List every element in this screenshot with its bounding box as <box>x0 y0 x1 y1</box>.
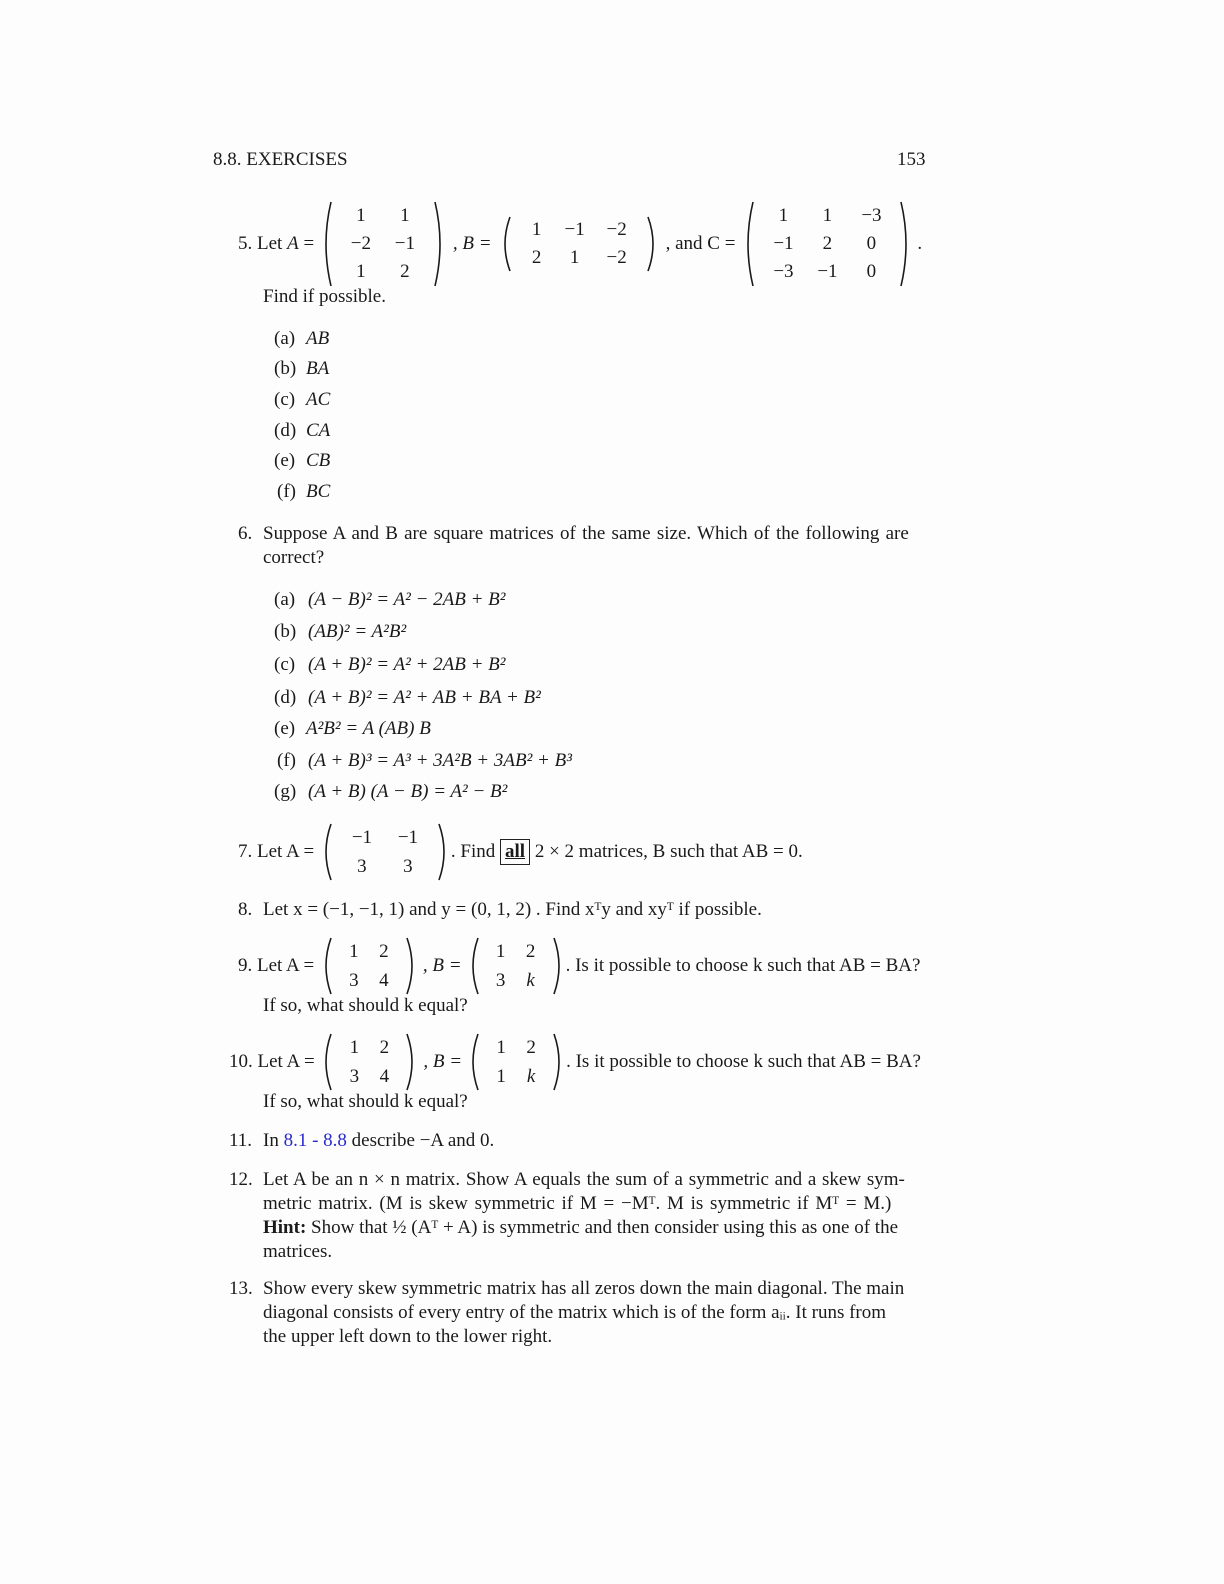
item-expr: (A + B)³ = A³ + 3A²B + 3AB² + B³ <box>308 750 572 771</box>
matrix-entry: 1 <box>531 219 542 240</box>
section-header: 8.8. EXERCISES <box>213 149 348 170</box>
matrix-entry: 3 <box>349 969 359 991</box>
matrix-entry: −1 <box>564 219 585 240</box>
matrix-entry: 1 <box>349 940 359 962</box>
ref-dash: - <box>312 1130 319 1151</box>
exercise-5 <box>238 200 922 288</box>
matrix-entry: 1 <box>496 1036 506 1058</box>
equals-sign: = <box>303 233 315 254</box>
and-c-label: , and C = <box>665 233 736 254</box>
matrix-entry: 3 <box>357 855 367 877</box>
matrix-a <box>319 822 451 882</box>
find-text: . Find <box>450 841 496 862</box>
matrix-entry: −2 <box>350 233 372 254</box>
item-label: (g) <box>274 781 297 802</box>
item-label: (f) <box>277 481 296 502</box>
matrix-entry: 1 <box>400 205 410 226</box>
item-expr: (A + B)² = A² + 2AB + B² <box>308 654 506 675</box>
matrix-entry: −2 <box>606 219 627 240</box>
exercise-13-line: the upper left down to the lower right. <box>263 1326 553 1347</box>
exercise-number: 11. <box>229 1130 253 1151</box>
matrix-entry: 2 <box>822 233 833 254</box>
right-paren-icon <box>405 936 419 996</box>
exercise-9-question: . Is it possible to choose k such that AB = BA? <box>565 955 921 976</box>
matrix-a <box>319 200 447 288</box>
exercise-number: 5. <box>238 233 253 254</box>
left-paren-icon <box>466 1032 480 1092</box>
matrix-entry: 1 <box>349 1036 360 1058</box>
let-text: Let <box>257 233 283 254</box>
item-label: (b) <box>274 621 297 642</box>
page-number: 153 <box>897 149 926 170</box>
item-label: (b) <box>274 358 297 379</box>
item-label: (d) <box>274 420 297 441</box>
item-expr: AB <box>306 328 330 349</box>
exercise-11-text <box>263 1129 494 1153</box>
matrix-entry: 1 <box>496 1065 506 1087</box>
matrix-entry: −1 <box>397 826 419 848</box>
exercise-12-line: Let A be an n × n matrix. Show A equals the sum of a symmetric and a skew sym- <box>263 1169 905 1190</box>
left-paren-icon <box>466 936 480 996</box>
exercise-12-line: matrices. <box>263 1241 333 1262</box>
exercise-12-hint-line <box>263 1216 898 1240</box>
left-paren-icon <box>498 215 512 273</box>
exercise-10-follow: If so, what should k equal? <box>263 1091 468 1112</box>
period: . <box>917 233 923 254</box>
matrix-entry: 1 <box>822 205 833 226</box>
matrix-entry: 2 <box>379 1036 390 1058</box>
matrix-entry: 2 <box>526 1036 536 1058</box>
item-expr: CB <box>306 450 331 471</box>
right-paren-icon <box>552 1032 566 1092</box>
left-paren-icon <box>319 936 333 996</box>
exercise-12-line: Show that ½ (Aᵀ + A) is symmetric and then consider using this as one of the <box>311 1217 899 1238</box>
matrix-name: A <box>287 233 299 254</box>
exercise-7 <box>238 822 803 882</box>
matrix-entry: 2 <box>400 261 410 282</box>
item-expr: AC <box>306 389 331 410</box>
matrix-entry: −1 <box>773 233 794 254</box>
find-if-possible: Find if possible. <box>263 286 386 307</box>
item-expr: BA <box>306 358 330 379</box>
exercise-13-line: diagonal consists of every entry of the matrix which is of the form aᵢᵢ. It runs from <box>263 1302 887 1323</box>
matrix-entry: −3 <box>773 261 794 282</box>
right-paren-icon <box>433 200 447 288</box>
exercise-8-text: Let x = (−1, −1, 1) and y = (0, 1, 2) . Find xᵀy and xyᵀ if possible. <box>263 899 762 920</box>
item-expr: A²B² = A (AB) B <box>306 718 431 739</box>
matrix-entry: −2 <box>606 247 627 268</box>
matrix-b <box>466 936 566 996</box>
item-label: (e) <box>274 718 296 739</box>
item-expr: (A − B)² = A² − 2AB + B² <box>308 589 506 610</box>
item-label: (c) <box>274 654 296 675</box>
left-paren-icon <box>319 822 333 882</box>
matrix-entry: 4 <box>379 1065 390 1087</box>
matrix-entry: 1 <box>778 205 789 226</box>
right-paren-icon <box>437 822 451 882</box>
matrix-entry: 4 <box>379 969 389 991</box>
exercise-7-rest: 2 × 2 matrices, B such that AB = 0. <box>534 841 803 862</box>
matrix-entry: 1 <box>356 261 366 282</box>
exercise-number: 10. <box>229 1051 253 1072</box>
exercise-number: 7. <box>238 841 253 862</box>
exercise-9-follow: If so, what should k equal? <box>263 995 468 1016</box>
left-paren-icon <box>319 200 333 288</box>
left-paren-icon <box>741 200 755 288</box>
all-boxed: all <box>500 839 530 865</box>
exercise-13-line: Show every skew symmetric matrix has all zeros down the main diagonal. The main <box>263 1278 905 1299</box>
matrix-entry: 2 <box>525 940 536 962</box>
matrix-entry: 2 <box>379 940 389 962</box>
b-label: , B = <box>423 1051 463 1072</box>
matrix-entry: −3 <box>861 205 882 226</box>
matrix-entry: 1 <box>569 247 580 268</box>
left-paren-icon <box>319 1032 333 1092</box>
item-expr: CA <box>306 420 331 441</box>
exercise-number: 6. <box>238 523 253 544</box>
b-label: , B = <box>422 955 462 976</box>
right-paren-icon <box>899 200 913 288</box>
item-label: (f) <box>277 750 296 771</box>
right-paren-icon <box>646 215 660 273</box>
item-label: (d) <box>274 687 297 708</box>
exercise-number: 12. <box>229 1169 253 1190</box>
matrix-entry: −1 <box>394 233 416 254</box>
item-expr: BC <box>306 481 331 502</box>
let-text: Let A = <box>257 1051 315 1072</box>
exercise-10-question: . Is it possible to choose k such that AB = BA? <box>566 1051 921 1072</box>
matrix-entry: 0 <box>866 261 877 282</box>
matrix-c <box>741 200 913 288</box>
matrix-entry: 1 <box>356 205 366 226</box>
right-paren-icon <box>405 1032 419 1092</box>
item-label: (e) <box>274 450 296 471</box>
let-text: Let A = <box>257 955 315 976</box>
let-text: Let A = <box>257 841 315 862</box>
item-label: (a) <box>274 328 296 349</box>
matrix-entry: 3 <box>349 1065 360 1087</box>
matrix-entry: k <box>526 969 535 991</box>
ref-link-8-8[interactable]: 8.8 <box>323 1130 347 1151</box>
matrix-entry: 3 <box>403 855 413 877</box>
item-expr: (A + B)² = A² + AB + BA + B² <box>308 687 541 708</box>
item-label: (c) <box>274 389 296 410</box>
matrix-entry: 0 <box>866 233 877 254</box>
exercise-number: 8. <box>238 899 253 920</box>
matrix-b <box>498 215 660 273</box>
exercise-9 <box>238 936 920 996</box>
ref-link-8-1[interactable]: 8.1 <box>283 1130 308 1151</box>
b-label: , B = <box>452 233 492 254</box>
exercise-6-line: correct? <box>263 547 325 568</box>
matrix-entry: 3 <box>495 969 506 991</box>
exercise-11-post: describe −A and 0. <box>351 1130 495 1151</box>
item-expr: (A + B) (A − B) = A² − B² <box>308 781 508 802</box>
exercise-number: 13. <box>229 1278 253 1299</box>
exercise-6-line: Suppose A and B are square matrices of the same size. Which of the following are <box>263 523 909 544</box>
matrix-entry: k <box>526 1065 536 1087</box>
matrix-a <box>319 1032 419 1092</box>
matrix-entry: 2 <box>531 247 542 268</box>
exercise-11-pre: In <box>263 1130 279 1151</box>
matrix-b <box>466 1032 566 1092</box>
matrix-entry: −1 <box>351 826 373 848</box>
right-paren-icon <box>552 936 566 996</box>
hint-label: Hint: <box>263 1217 307 1238</box>
item-expr: (AB)² = A²B² <box>308 621 407 642</box>
matrix-entry: 1 <box>495 940 506 962</box>
exercise-10 <box>229 1032 921 1092</box>
exercise-number: 9. <box>238 955 253 976</box>
item-label: (a) <box>274 589 296 610</box>
exercise-12-line: metric matrix. (M is skew symmetric if M = −Mᵀ. M is symmetric if Mᵀ = M.) <box>263 1193 892 1214</box>
matrix-a <box>319 936 419 996</box>
matrix-entry: −1 <box>817 261 838 282</box>
